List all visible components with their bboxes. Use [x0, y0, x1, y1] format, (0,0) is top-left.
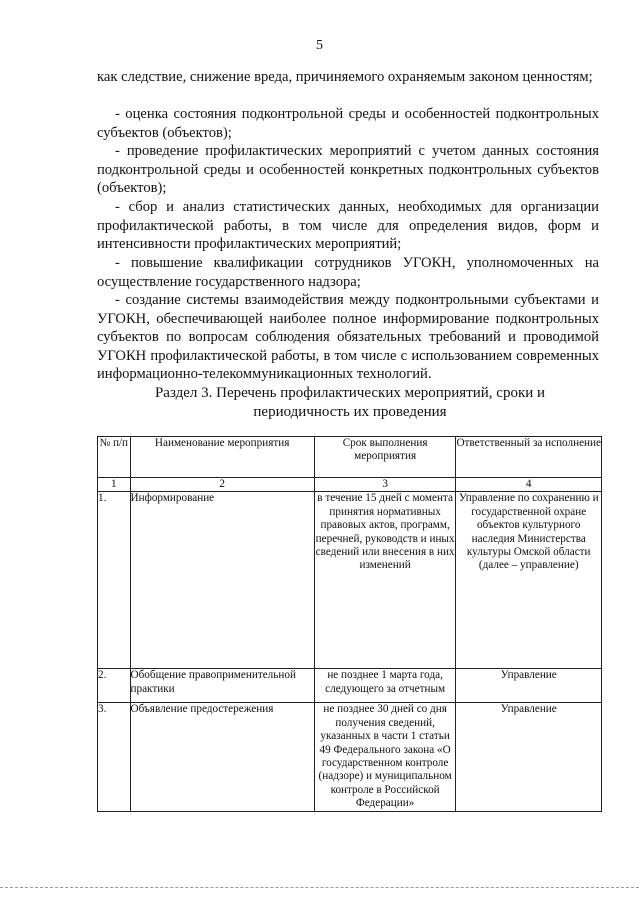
table-row	[98, 669, 602, 703]
column-number: 3	[314, 478, 456, 492]
header-deadline: Срок выполнения мероприятия	[314, 437, 456, 478]
paragraph-assessment: - оценка состояния подконтрольной среды и особенностей подконтрольных субъектов (объектов);	[97, 106, 599, 141]
row-responsible: Управление по сохранению и государственной охране объектов культурного наследия Министерства культуры Омской области (далее – управление)	[456, 492, 602, 669]
page-number: 5	[316, 38, 323, 53]
row-deadline: не позднее 30 дней со дня получения сведений, указанных в части 1 статьи 49 Федерального закона «О государственном контроле (надзоре) и муниципальном контроле в Российской Федерации»	[314, 703, 456, 811]
row-number: 1.	[98, 492, 131, 669]
row-measure-name: Информирование	[130, 492, 314, 669]
table-row	[98, 492, 602, 669]
header-responsible: Ответственный за исполнение	[456, 437, 602, 478]
column-number: 4	[456, 478, 602, 492]
paragraph-measures: - проведение профилактических мероприятий с учетом данных состояния подконтрольной среды и особенностей конкретных подконтрольных субъектов (объектов);	[97, 143, 599, 196]
page-bottom-divider	[0, 887, 639, 888]
row-deadline: не позднее 1 марта года, следующего за отчетным	[314, 669, 456, 703]
header-name: Наименование мероприятия	[130, 437, 314, 478]
column-number: 2	[130, 478, 314, 492]
row-measure-name: Объявление предостережения	[130, 703, 314, 811]
row-measure-name: Обобщение правоприменительной практики	[130, 669, 314, 703]
measures-table	[97, 436, 602, 812]
row-number: 3.	[98, 703, 131, 811]
paragraph-qualification: - повышение квалификации сотрудников УГОКН, уполномоченных на осуществление государственного надзора;	[97, 255, 599, 290]
paragraph-statistics: - сбор и анализ статистических данных, необходимых для организации профилактической работы, в том числе для определения видов, форм и интенсивности профилактических мероприятий;	[97, 199, 599, 252]
row-deadline: в течение 15 дней с момента принятия нормативных правовых актов, программ, перечней, руководств и иных сведений или внесения в них изменений	[314, 492, 456, 669]
column-numbers-row	[98, 478, 602, 492]
header-number: № п/п	[98, 437, 131, 478]
table-row	[98, 703, 602, 811]
section-title: Раздел 3. Перечень профилактических мероприятий, сроки и периодичность их проведения	[154, 385, 546, 420]
row-responsible: Управление	[456, 703, 602, 811]
table-header-row	[98, 437, 602, 478]
row-number: 2.	[98, 669, 131, 703]
paragraph-consequence: как следствие, снижение вреда, причиняемого охраняемым законом ценностям;	[97, 69, 593, 85]
column-number: 1	[98, 478, 131, 492]
paragraph-interaction: - создание системы взаимодействия между подконтрольными субъектами и УГОКН, обеспечивающей наиболее полное информирование подконтрольных субъектов по вопросам соблюдения обязательных требований и проводимой УГОКН профилактической работы, в том числе с использованием современных информационно-телекоммуникационных технологий.	[97, 292, 599, 382]
row-responsible: Управление	[456, 669, 602, 703]
